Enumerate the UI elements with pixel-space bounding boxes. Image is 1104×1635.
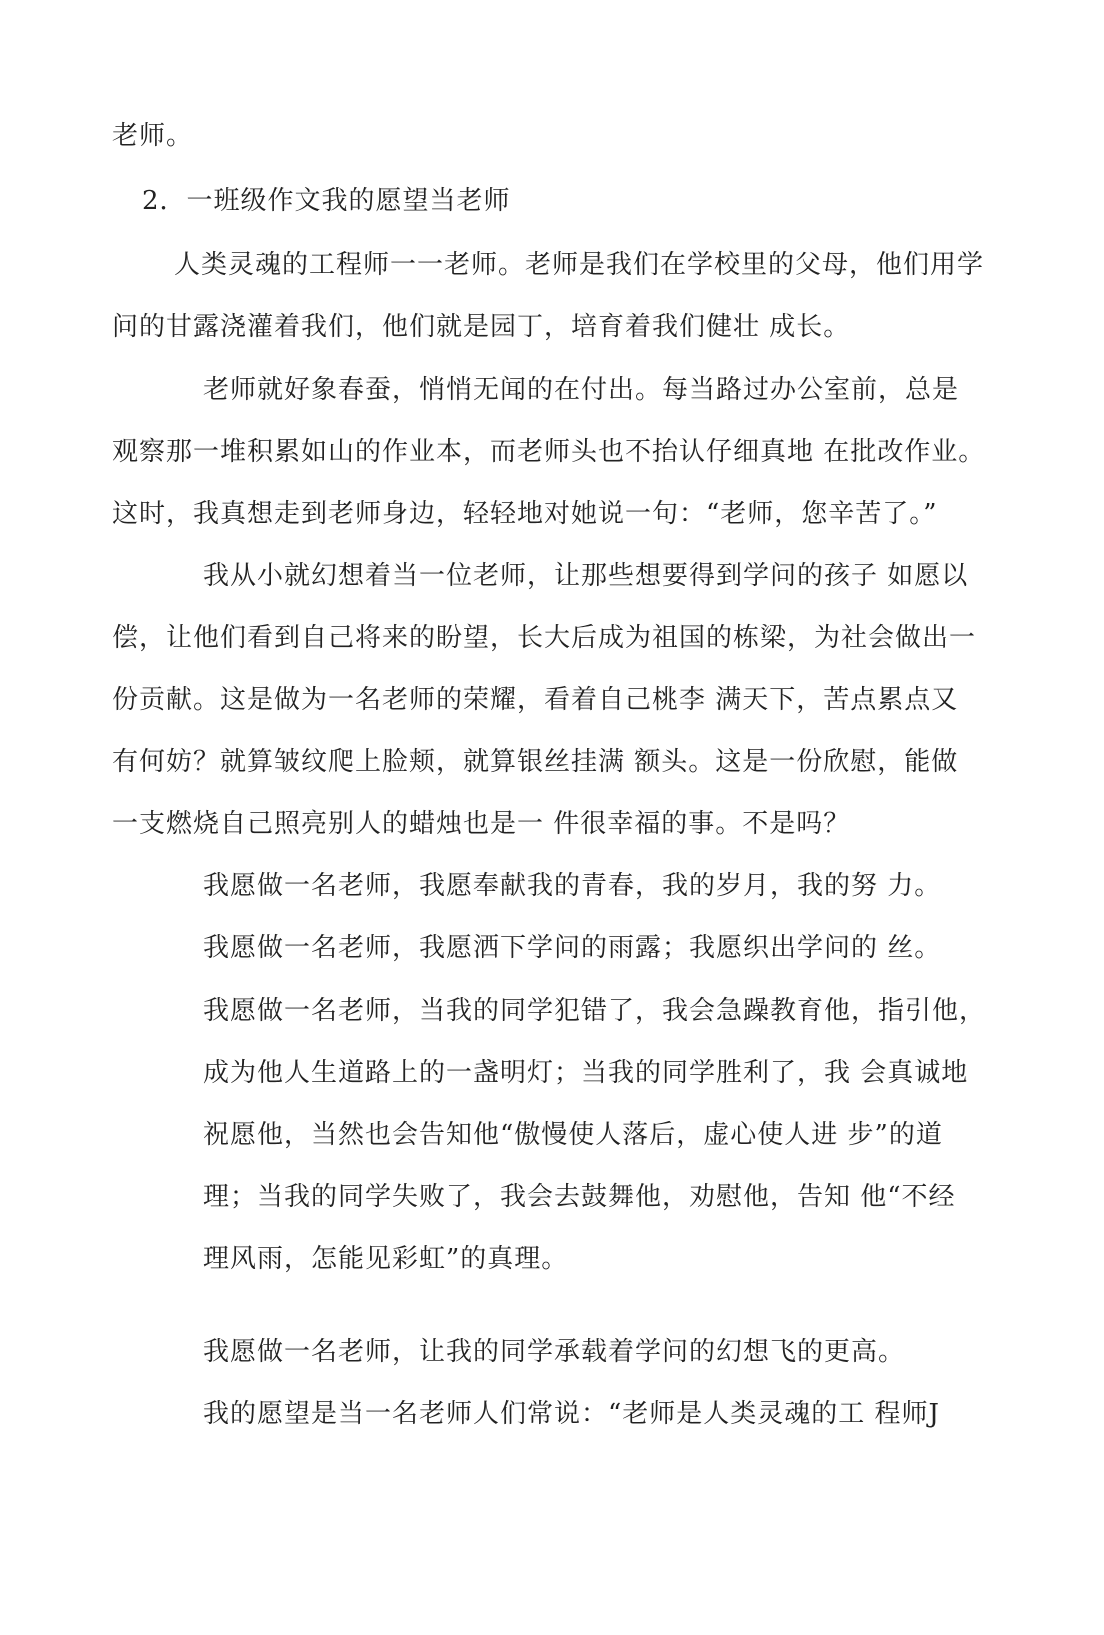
- paragraph-2-line-3: 这时，我真想走到老师身边，轻轻地对她说一句：“老师，您辛苦了。”: [112, 499, 938, 529]
- paragraph-4: 我愿做一名老师，我愿奉献我的青春，我的岁月，我的努 力。: [203, 871, 942, 901]
- paragraph-2-line-2: 观察那一堆积累如山的作业本，而老师头也不抬认仔细真地 在批改作业。: [112, 437, 986, 467]
- paragraph-6-line-2: 成为他人生道路上的一盏明灯；当我的同学胜利了，我 会真诚地: [203, 1058, 969, 1088]
- paragraph-3-line-3: 份贡献。这是做为一名老师的荣耀，看着自己桃李 满天下，苦点累点又: [112, 685, 959, 715]
- paragraph-6-line-4: 理；当我的同学失败了，我会去鼓舞他，劝慰他，告知 他“不经: [203, 1182, 956, 1212]
- paragraph-3-line-5: 一支燃烧自己照亮别人的蜡烛也是一 件很幸福的事。不是吗？: [112, 809, 851, 839]
- paragraph-5: 我愿做一名老师，我愿洒下学问的雨露；我愿织出学问的 丝。: [203, 933, 942, 963]
- paragraph-1-line-2: 问的甘露浇灌着我们，他们就是园丁，培育着我们健壮 成长。: [112, 312, 851, 342]
- paragraph-6-line-5: 理风雨，怎能见彩虹”的真理。: [203, 1244, 569, 1274]
- paragraph-3-line-2: 偿，让他们看到自己将来的盼望，长大后成为祖国的栋梁，为社会做出一: [112, 623, 977, 653]
- paragraph-6-line-3: 祝愿他，当然也会告知他“傲慢使人落后，虚心使人进 步”的道: [203, 1120, 943, 1150]
- paragraph-1-line-1: 人类灵魂的工程师一一老师。老师是我们在学校里的父母，他们用学: [174, 250, 985, 280]
- paragraph-8: 我的愿望是当一名老师人们常说：“老师是人类灵魂的工 程师J: [203, 1399, 940, 1429]
- paragraph-7: 我愿做一名老师，让我的同学承载着学问的幻想飞的更高。: [203, 1337, 906, 1367]
- paragraph-3-line-1: 我从小就幻想着当一位老师，让那些想要得到学问的孩子 如愿以: [203, 561, 969, 591]
- paragraph-3-line-4: 有何妨？就算皱纹爬上脸颊，就算银丝挂满 额头。这是一份欣慰，能做: [112, 747, 959, 777]
- paragraph-2-line-1: 老师就好象春蚕，悄悄无闻的在付出。每当路过办公室前，总是: [203, 375, 960, 405]
- paragraph-6-line-1: 我愿做一名老师，当我的同学犯错了，我会急躁教育他，指引他，: [203, 996, 987, 1026]
- section-heading: 2．一班级作文我的愿望当老师: [142, 186, 511, 216]
- continuation-line: 老师。: [112, 121, 194, 151]
